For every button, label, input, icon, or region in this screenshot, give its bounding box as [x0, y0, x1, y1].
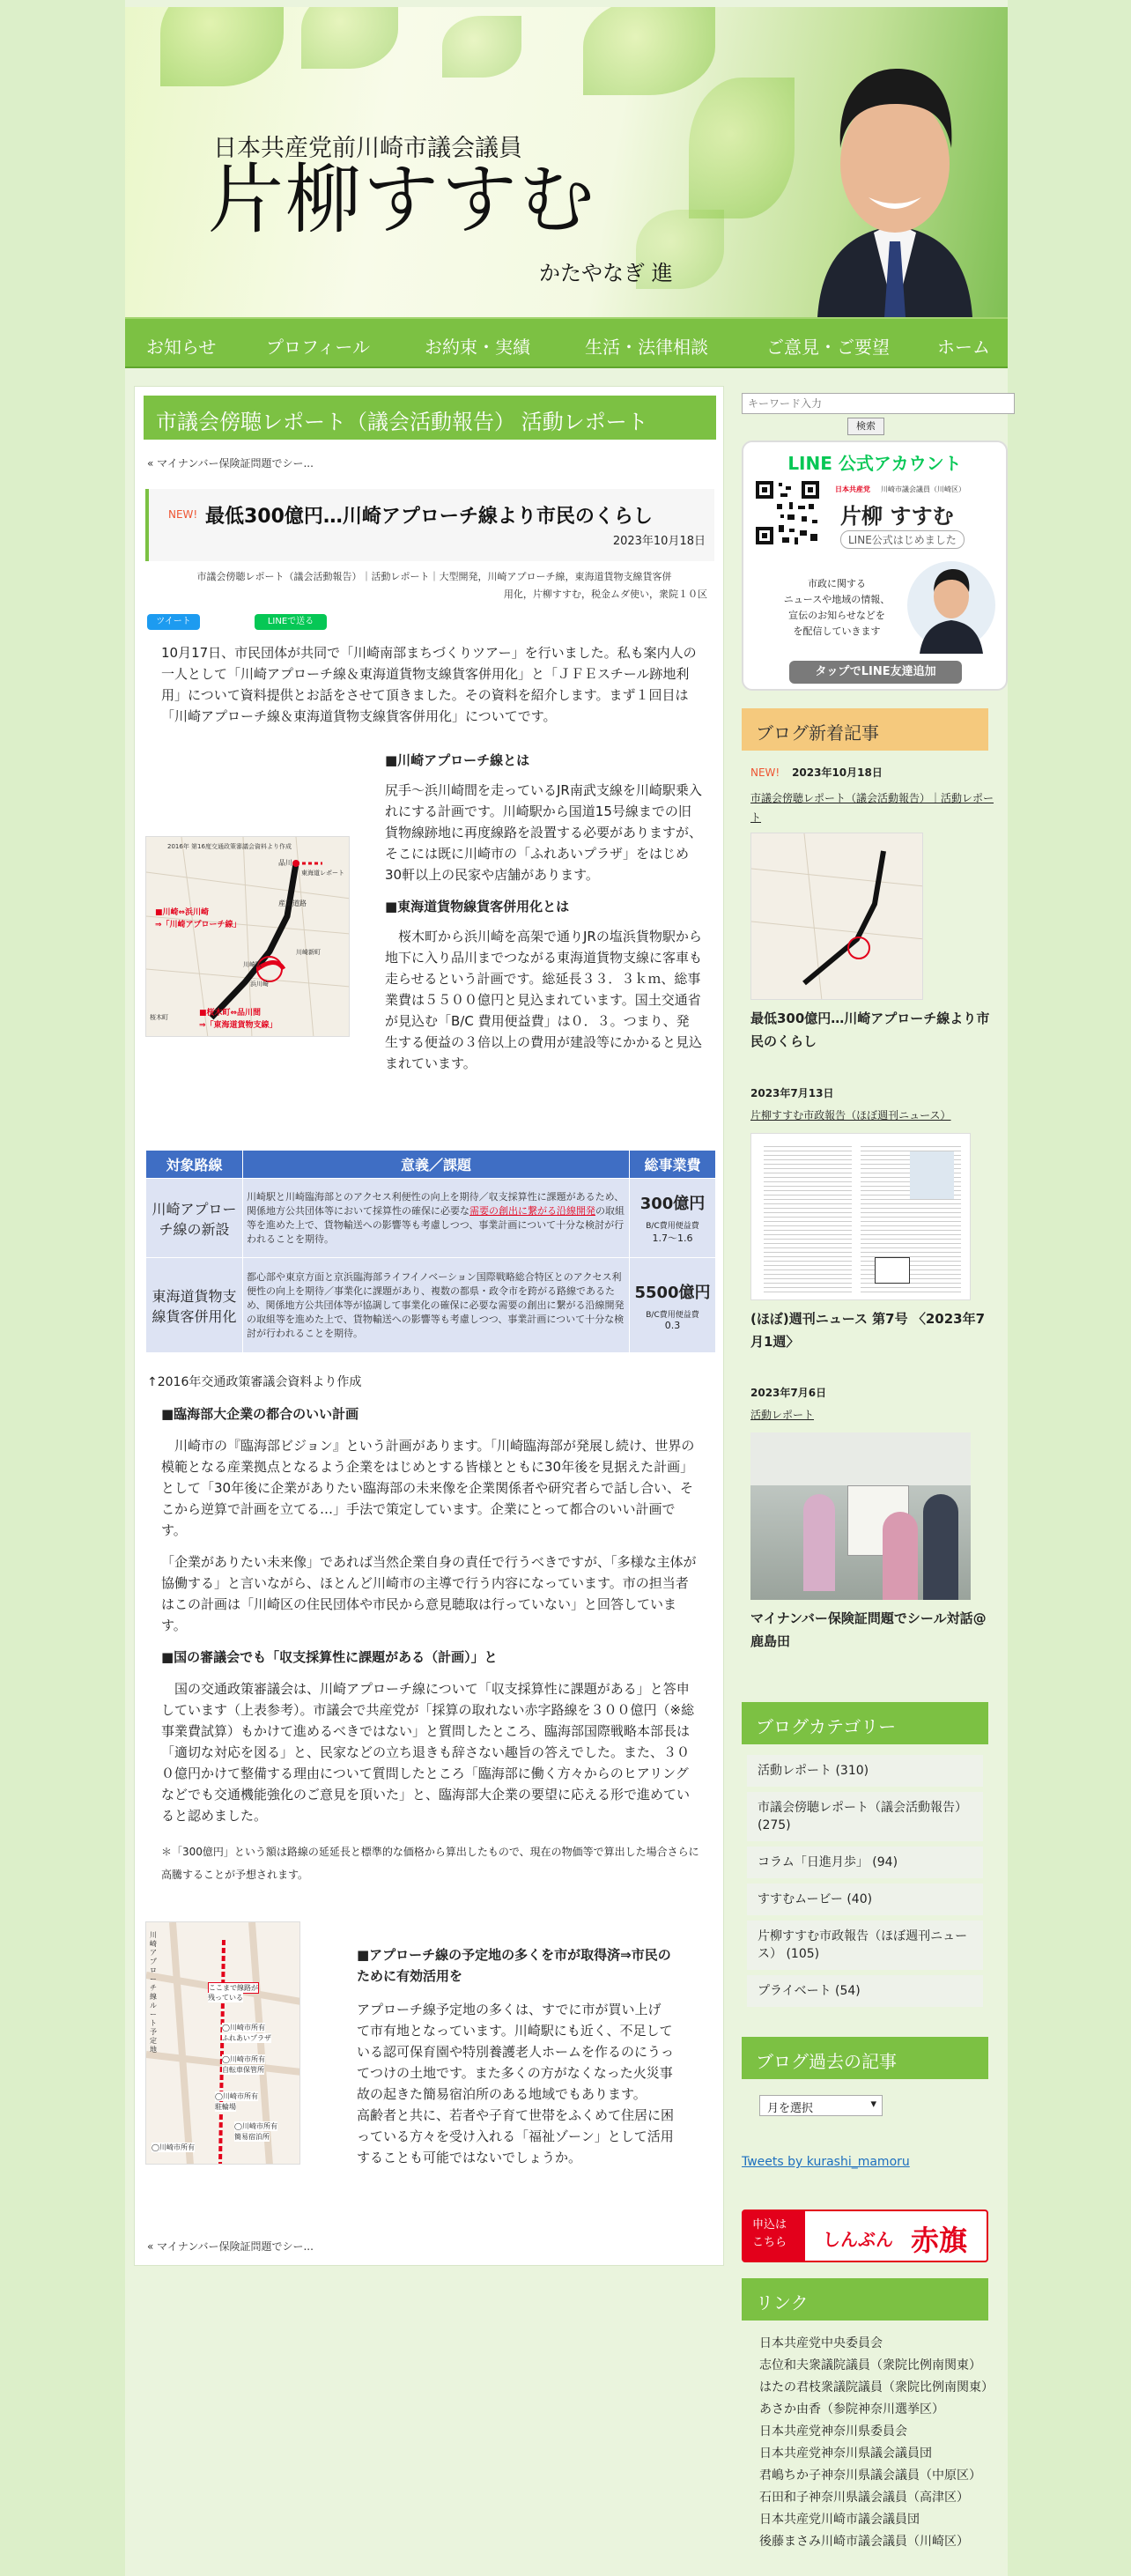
map1-label: 川崎新町	[296, 949, 321, 956]
link-item[interactable]: 日本共産党中央委員会	[759, 2336, 883, 2350]
search-button[interactable]: 検索	[847, 418, 884, 435]
recent-post-categories[interactable]: 活動レポート	[750, 1409, 815, 1421]
map2-label: ◯川崎市所有	[222, 2024, 265, 2032]
recent-post-date: 2023年7月6日	[750, 1387, 827, 1399]
nav-feedback[interactable]: ご意見・ご要望	[766, 338, 890, 358]
main-content	[134, 386, 724, 2266]
recent-post	[750, 1085, 997, 1353]
category-banner: 市議会傍聴レポート（議会活動報告） 活動レポート	[144, 396, 716, 440]
new-badge: NEW!	[168, 508, 198, 521]
bc-value: 1.7～1.6	[652, 1232, 693, 1244]
map1-label: ■川崎⇔浜川崎	[155, 908, 210, 917]
table-header: 総事業費	[630, 1151, 716, 1179]
map1-label: 産業道路	[278, 899, 307, 907]
akahata-label: しんぶん	[823, 2229, 893, 2250]
comparison-table	[145, 1150, 716, 1353]
link-item[interactable]: あさか由香（参院神奈川選挙区）	[759, 2402, 944, 2417]
line-card-desc: を配信していきます	[793, 625, 881, 637]
nav-consultation[interactable]: 生活・法律相談	[585, 338, 708, 358]
site-title-kana: かたやなぎ 進	[539, 261, 673, 285]
recent-post	[750, 1385, 997, 1653]
section-body: 尻手～浜川崎間を走っているJR南武支線を川崎駅乗入れにする計画です。川崎駅から国道15号線までの旧貨物線跡地に再度線路を設置する必要がありますが、そこには既に川崎市の「ふれあいプラザ」をはじめ30軒以上の民家や店舗があります。	[385, 782, 703, 883]
nav-news[interactable]: お知らせ	[146, 338, 217, 358]
cost-cell	[630, 1179, 716, 1258]
line-card[interactable]	[742, 440, 1008, 691]
portrait-photo	[782, 16, 1008, 317]
links-title: リンク	[742, 2278, 988, 2321]
leaf-decoration	[160, 7, 284, 86]
recent-post-date: 2023年10月18日	[792, 766, 883, 779]
issue-text: 川崎駅と川崎臨海部とのアクセス利便性の向上を期待／収支採算性に課題があるため、関係地方公共団体等において採算性の確保に必要な	[247, 1190, 625, 1217]
bc-value: 0.3	[664, 1319, 681, 1331]
category-item[interactable]: 片柳すすむ市政報告（ほぼ週刊ニュース） (105)	[747, 1921, 983, 1970]
recent-post-thumbnail[interactable]	[750, 1432, 971, 1600]
table-source: ↑2016年交通政策審議会資料より作成	[147, 1375, 362, 1389]
akahata-apply: 申込は こちら	[743, 2211, 805, 2261]
link-item[interactable]: はたの君枝衆議院議員（衆院比例南関東）	[759, 2380, 994, 2395]
tweet-label: ツイート	[156, 617, 191, 626]
table-header: 対象路線	[146, 1151, 243, 1179]
map1-label: 浜川崎	[250, 981, 269, 988]
issue-cell: 都心部や東京方面と京浜臨海部ライフイノベーション国際戦略総合特区とのアクセス利便性の向上を期待／事業化に課題があり、複数の都県・政令市を跨がる路線であるため、関係地方公共団体等が協調して事業化の確保に必要な需要の創出に繋がる沿線開発の取組等を進めた上で、貨物輸送への影響等も考慮しつつ、事業計画について十分な検討が行われることを期待。	[243, 1258, 630, 1353]
line-card-desc: 宣伝のお知らせなどを	[788, 610, 885, 621]
page-wrapper	[125, 0, 1008, 2576]
chevron-down-icon: ▾	[870, 2098, 876, 2111]
map2-label: 川崎アプローチ線ルート予定地	[150, 1931, 157, 2054]
link-item[interactable]: 日本共産党神奈川県委員会	[759, 2424, 907, 2439]
nav-home[interactable]: ホーム	[937, 338, 990, 358]
post-header	[145, 489, 714, 561]
new-badge: NEW!	[750, 766, 780, 779]
line-card-desc: 市政に関する	[808, 578, 866, 589]
archive-select-value: 月を選択	[767, 2102, 814, 2115]
table-header-row	[146, 1151, 716, 1179]
issue-cell	[243, 1179, 630, 1258]
leaf-decoration	[583, 7, 715, 95]
map1-label: 桜木町	[150, 1014, 168, 1021]
line-add-friend-button[interactable]: タップでLINE友達追加	[789, 661, 962, 684]
category-item[interactable]: 活動レポート (310)	[747, 1755, 983, 1787]
map1-label: ■桜木町⇔品川間	[199, 1009, 262, 1018]
post-tags-cont[interactable]: 用化，片柳すすむ，税金ムダ使い，衆院１０区	[503, 588, 707, 600]
table-row	[146, 1258, 716, 1353]
category-item[interactable]: プライベート (54)	[747, 1975, 983, 2007]
leaf-decoration	[301, 7, 398, 69]
section-heading: ■アプローチ線の予定地の多くを市が取得済⇒市民のために有効活用を	[357, 1947, 671, 1984]
footnote: ＊「300億円」という額は路線の延延長と標準的な価格から算出したもので、現在の物価等で算出した場合さらに高騰することが予想されます。	[161, 1846, 699, 1881]
leaf-decoration	[442, 16, 521, 78]
cost-cell	[630, 1258, 716, 1353]
map2-label: 駐輪場	[215, 2103, 236, 2111]
map1-caption: 2016年 第16度交通政策審議会資料より作成	[167, 843, 292, 850]
section-body: 国の交通政策審議会は、川崎アプローチ線について「収支採算性に課題がある」と答申しています（上表参考）。市議会で共産党が「採算の取れない赤字路線を３００億円（※総事業費試算）もかけて進めるべきではない」と質問したところ、臨海部国際戦略本部長は「適切な対応を図る」と、民家などの立ち退きも辞さない趣旨の答えでした。また、３００億円かけて整備する理由について質問したところ「臨海部に働く方々からのヒアリングなどでも交通機能強化のご意見を頂いた」と、臨海部大企業の要望に応える形で進めていると認めました。	[161, 1681, 695, 1824]
qr-code-icon	[754, 479, 821, 546]
map1-label: 東海道レポート	[301, 870, 344, 877]
akahata-banner[interactable]	[742, 2210, 988, 2262]
link-item[interactable]: 君嶋ちか子神奈川県議会議員（中原区）	[759, 2469, 981, 2483]
post-tags[interactable]: 市議会傍聴レポート（議会活動報告）｜活動レポート｜大型開発，川崎アプローチ線，東海道貨物支線貨客併	[196, 571, 672, 582]
tweets-link[interactable]: Tweets by kurashi_mamoru	[742, 2155, 910, 2169]
recent-post-date: 2023年7月13日	[750, 1087, 834, 1099]
issue-text: の取組等を進めた上で、貨物輸送への影響等も考慮しつつ、事業計画について十分な検討が行われることを期待。	[247, 1204, 625, 1245]
section-heading: ■川崎アプローチ線とは	[385, 752, 530, 768]
main-nav	[125, 317, 1008, 368]
post-title: 最低300億円…川崎アプローチ線より市民のくらし	[205, 506, 653, 528]
line-share-label: LINEで送る	[267, 617, 314, 626]
cost-value: 300億円	[639, 1195, 706, 1213]
categories-title: ブログカテゴリー	[742, 1702, 988, 1744]
map1-label: 川崎駅	[243, 961, 262, 968]
section-body: アプローチ線予定地の多くは、すでに市が買い上げて市有地となっています。川崎駅にも近く、不足している認可保育園や特別養護老人ホームを作るのにうってつけの土地です。また多くの方がなくなった火災事故の起きた簡易宿泊所のある地域でもあります。 高齢者と共に、若者や子育て世帯をふくめて住居に困っている方々を受け入れる「福祉ゾーン」として活用することも可能ではないでしょうか。	[357, 2002, 675, 2165]
recent-post-title[interactable]: 最低300億円…川崎アプローチ線より市民のくらし	[750, 1010, 990, 1049]
map1-label: 品川	[278, 859, 292, 867]
map2-label: ここまで線路が	[209, 1984, 258, 1992]
section-body: 「企業がありたい未来像」であれば当然企業自身の責任で行うべきですが、「多様な主体が協働する」と言いながら、ほとんど川崎市の主導で行う内容になっています。市の担当者はこの計画は「川崎区の住民団体や市民から意見聴取は行っていない」と回答しています。	[161, 1554, 697, 1633]
category-item[interactable]: すすむムービー (40)	[747, 1884, 983, 1915]
tweet-button[interactable]	[147, 614, 200, 630]
link-item[interactable]: 志位和夫衆議院議員（衆院比例南関東）	[759, 2358, 981, 2372]
section-heading: ■臨海部大企業の都合のいい計画	[161, 1406, 359, 1422]
map2-label: 自転車保管所	[222, 2066, 264, 2074]
line-card-title: LINE 公式アカウント	[787, 453, 962, 474]
recent-post-categories[interactable]: 片柳すすむ市政報告（ほぼ週刊ニュース）	[750, 1109, 951, 1121]
map2-label: 残っている	[208, 1994, 243, 2002]
header-subtitle: 日本共産党前川崎市議会議員	[213, 135, 522, 161]
map1-label: ⇒「川崎アプローチ線」	[155, 921, 241, 929]
section-body: 川崎市の『臨海部ビジョン』という計画があります。「川崎臨海部が発展し続け、世界の模範となる産業拠点となるよう企業をはじめとする皆様とともに30年後を見据えた計画」として「30年後に企業がありたい臨海部の未来像を企業関係者や研究者らで話し合い、そこから逆算で計画を立てる…」手法で策定しています。企業にとって都合のいい計画です。	[161, 1438, 695, 1538]
table-header: 意義／課題	[243, 1151, 630, 1179]
bc-label: B/C費用便益費	[646, 1310, 699, 1320]
map2-label: ふれあいプラザ	[222, 2034, 271, 2042]
line-card-started: LINE公式はじめました	[840, 530, 965, 549]
intro-text: 10月17日、市民団体が共同で「川崎南部まちづくりツアー」を行いました。私も案内人の一人として「川崎アプローチ線＆東海道貨物支線貨客併用化」と「ＪＦＥスチール跡地利用」について資料提供とお話をさせて頂きました。その資料を紹介します。まず１回目は「川崎アプローチ線＆東海道貨物支線貨客併用化」についてです。	[161, 645, 697, 724]
table-row	[146, 1179, 716, 1258]
section-body: 桜木町から浜川崎を高架で通りJRの塩浜貨物駅から地下に入り品川までつながる東海道貨物支線に客車も走らせるという計画です。総延長３３．３ｋｍ、総事業費は５５００億円と見込まれています。国土交通省が見込む「B/C 費用便益費」は０．３。つまり、発生する便益の３倍以上の費用が建設等にかかると見込まれています。	[385, 929, 703, 1071]
prev-post-link[interactable]: « マイナンバー保険証問題でシー...	[147, 457, 314, 470]
recent-post-thumbnail[interactable]	[750, 833, 923, 1000]
site-title: 片柳すすむ	[208, 158, 596, 242]
issue-highlight: 需要の創出に繋がる沿線開発	[469, 1204, 595, 1217]
cost-value: 5500億円	[634, 1283, 711, 1302]
bc-label: B/C費用便益費	[646, 1222, 699, 1231]
recent-post-categories[interactable]: 市議会傍聴レポート（議会活動報告）｜活動レポート	[750, 792, 994, 824]
archive-title: ブログ過去の記事	[742, 2037, 988, 2079]
line-card-office: 川崎市議会議員（川崎区）	[881, 485, 965, 493]
map2-label: ◯川崎市所有	[234, 2122, 277, 2130]
recent-post	[750, 765, 997, 1053]
link-item[interactable]: 石田和子神奈川県議会議員（高津区）	[759, 2491, 969, 2505]
archive-select[interactable]	[759, 2095, 883, 2116]
line-card-party: 日本共産党	[835, 485, 870, 493]
line-card-name: 片柳 すすむ	[840, 504, 954, 529]
sidebar	[742, 386, 1008, 2576]
route-cell: 東海道貨物支線貨客併用化	[146, 1258, 243, 1353]
section-heading: ■東海道貨物線貨客併用化とは	[385, 899, 570, 914]
nav-profile[interactable]: プロフィール	[266, 338, 370, 358]
link-item[interactable]: 日本共産党川崎市議会議員団	[759, 2513, 920, 2527]
map2-label: 簡易宿泊所	[234, 2133, 270, 2141]
search-input[interactable]	[742, 393, 1015, 414]
map1-label: ⇒「東海道貨物支線」	[199, 1021, 277, 1030]
link-item[interactable]: 日本共産党神奈川県議会議員団	[759, 2446, 932, 2461]
recent-posts-title: ブログ新着記事	[742, 708, 988, 751]
category-item[interactable]: 市議会傍聴レポート（議会活動報告） (275)	[747, 1792, 983, 1841]
link-list	[742, 2333, 997, 2553]
recent-post-title[interactable]: マイナンバー保険証問題でシール対話@鹿島田	[750, 1610, 987, 1649]
post-date: 2023年10月18日	[612, 535, 706, 548]
nav-promises[interactable]: お約束・実績	[425, 338, 530, 358]
route-cell: 川崎アプローチ線の新設	[146, 1179, 243, 1258]
akahata-title: 赤旗	[911, 2224, 968, 2257]
route-map-2	[145, 1921, 300, 2165]
leaf-decoration	[689, 78, 795, 218]
recent-post-title[interactable]: (ほぼ)週刊ニュース 第7号 〈2023年7月1週〉	[750, 1311, 986, 1350]
line-share-button[interactable]	[255, 614, 327, 630]
route-map-1	[145, 836, 350, 1037]
category-item[interactable]: コラム「日進月歩」 (94)	[747, 1847, 983, 1878]
line-card-desc: ニュースや地域の情報、	[783, 594, 891, 605]
category-list	[742, 1750, 988, 2007]
map2-label: ◯川崎市所有	[222, 2055, 265, 2063]
map2-label: ◯川崎市所有	[215, 2092, 258, 2100]
link-item[interactable]: 後藤まさみ川崎市議会議員（川崎区）	[759, 2535, 969, 2549]
recent-post-thumbnail[interactable]	[750, 1133, 971, 1300]
prev-post-link[interactable]: « マイナンバー保険証問題でシー...	[147, 2240, 314, 2253]
avatar	[907, 557, 995, 654]
site-header	[125, 7, 1008, 317]
map2-label: ◯川崎市所有	[152, 2143, 195, 2151]
section-heading: ■国の審議会でも「収支採算性に課題がある（計画）」と	[161, 1649, 498, 1665]
